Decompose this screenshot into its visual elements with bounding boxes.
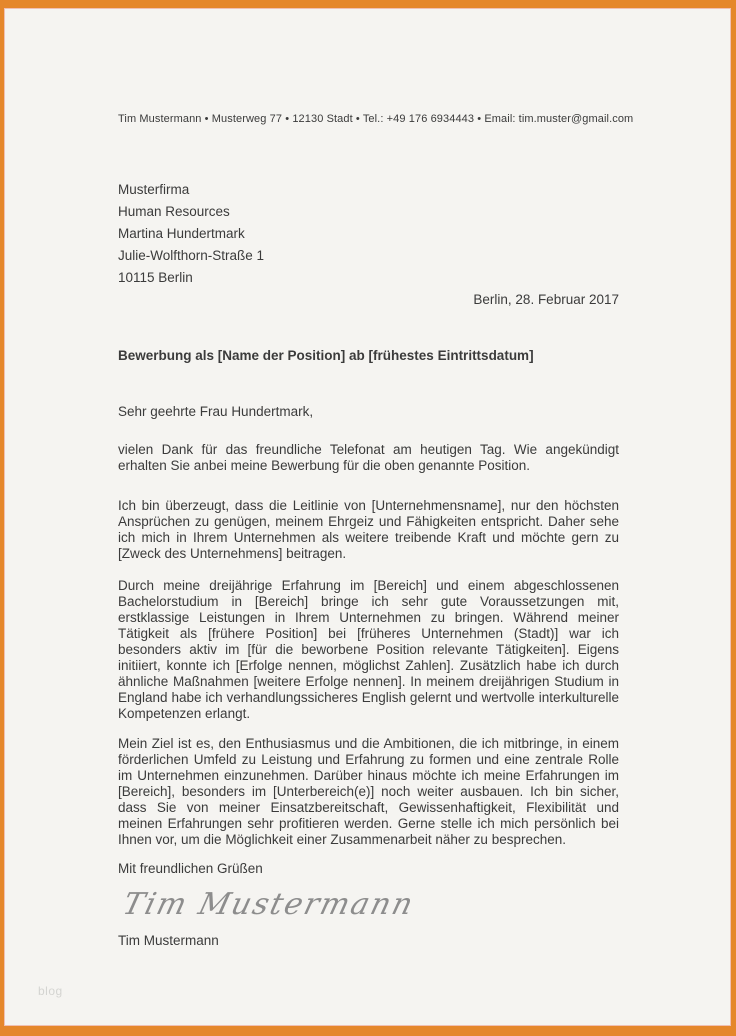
- body-paragraph-4: Mein Ziel ist es, den Enthusiasmus und die Ambitionen, die ich mitbringe, in einem förderlichen Umfeld zu Leistung und Erfahrung zu formen und eine zentrale Rolle im Unternehmen einzunehmen. Darüber hinaus möchte ich meine Erfahrungen im [Bereich], besonders im [Unterbereich(e)] noch weiter ausbauen. Ich bin sicher, dass Sie von meiner Einsatzbereitschaft, Gewissenhaftigkeit, Flexibilität und meinen Erfahrungen sehr profitieren werden. Gerne stelle ich mich persönlich bei Ihnen vor, um die Möglichkeit einer Zusammenarbeit näher zu besprechen.: [118, 735, 619, 847]
- body-paragraph-2: Ich bin überzeugt, dass die Leitlinie von [Unternehmensname], nur den höchsten Ansprüchen zu genügen, meinem Ehrgeiz und Fähigkeiten entspricht. Daher sehe ich mich in Ihrem Unternehmen als weitere treibende Kraft und möchte gern zu [Zweck des Unternehmens] beitragen.: [118, 498, 619, 561]
- typed-sender-name: Tim Mustermann: [118, 933, 219, 948]
- recipient-contact-person: Martina Hundertmark: [118, 226, 245, 241]
- letter-content: [118, 112, 634, 949]
- recipient-city: 10115 Berlin: [118, 270, 193, 285]
- date-line: Berlin, 28. Februar 2017: [473, 292, 619, 307]
- recipient-address-block: [118, 179, 619, 289]
- salutation: Sehr geehrte Frau Hundertmark,: [118, 404, 314, 419]
- body-paragraph-1: vielen Dank für das freundliche Telefonat am heutigen Tag. Wie angekündigt erhalten Sie anbei meine Bewerbung für die oben genannte Position.: [118, 442, 619, 473]
- closing-phrase: Mit freundlichen Grüßen: [118, 861, 263, 876]
- recipient-department: Human Resources: [118, 204, 230, 219]
- blog-watermark: blog: [38, 984, 63, 998]
- body-paragraph-3: Durch meine dreijährige Erfahrung im [Bereich] und einem abgeschlossenen Bachelorstudium in [Bereich] bringe ich sehr gute Voraussetzungen mit, erstklassige Leistungen in Ihrem Unternehmen zu bringen. Während meiner Tätigkeit als [frühere Position] bei [früheres Unternehmen (Stadt)] war ich besonders aktiv im [für die beworbene Position relevante Tätigkeiten]. Eigens initiiert, konnte ich [Erfolge nennen, möglichst Zahlen]. Zusätzlich habe ich durch ähnliche Maßnahmen [weitere Erfolge nennen]. In meinem dreijährigen Studium in England habe ich verhandlungssicheres English gelernt und wertvolle interkulturelle Kompetenzen erlangt.: [118, 578, 619, 721]
- handwritten-signature: Tim Mustermann: [119, 887, 419, 922]
- recipient-company: Musterfirma: [118, 182, 190, 197]
- subject-line: Bewerbung als [Name der Position] ab [frühestes Eintrittsdatum]: [118, 348, 534, 363]
- sender-contact-line: Tim Mustermann • Musterweg 77 • 12130 Stadt • Tel.: +49 176 6934443 • Email: tim.muster@gmail.com: [118, 113, 634, 125]
- recipient-street: Julie-Wolfthorn-Straße 1: [118, 248, 265, 263]
